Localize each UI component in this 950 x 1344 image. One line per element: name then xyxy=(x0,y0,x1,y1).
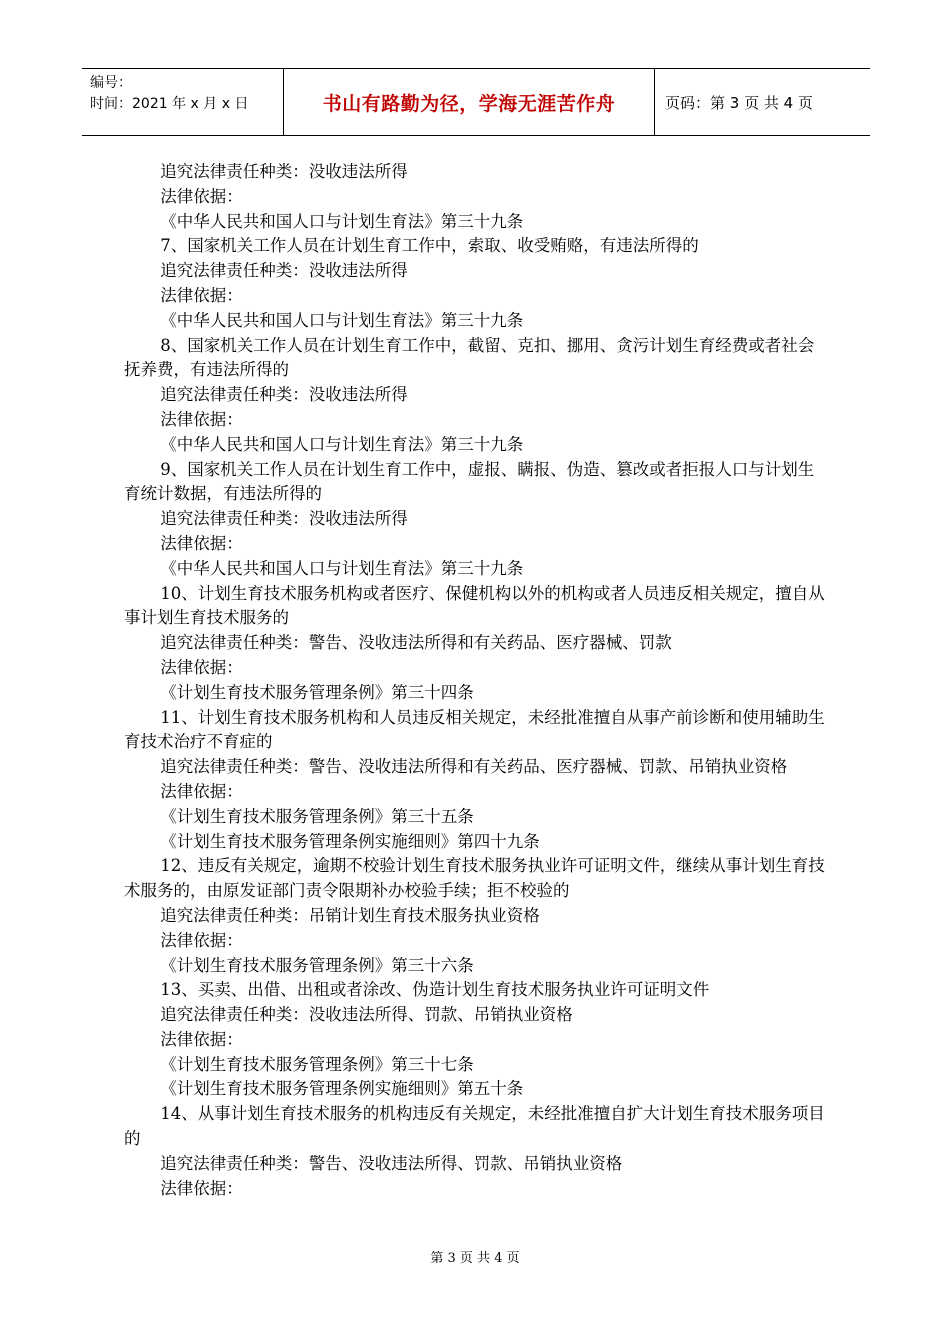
document-number-label: 编号： xyxy=(90,75,132,91)
page-footer: 第 3 页 共 4 页 xyxy=(430,1251,520,1266)
body-paragraph: 法律依据： xyxy=(160,1029,243,1049)
body-paragraph: 14、从事计划生育技术服务的机构违反有关规定，未经批准擅自扩大计划生育技术服务项目的 xyxy=(124,1104,825,1149)
page-header xyxy=(82,68,870,136)
body-paragraph: 《计划生育技术服务管理条例》第三十四条 xyxy=(160,682,474,702)
body-paragraph: 法律依据： xyxy=(160,186,243,206)
header-motto: 书山有路勤为径，学海无涯苦作舟 xyxy=(322,92,616,115)
body-paragraph: 《计划生育技术服务管理条例》第三十五条 xyxy=(160,806,474,826)
body-paragraph: 法律依据： xyxy=(160,285,243,305)
body-paragraph: 法律依据： xyxy=(160,930,243,950)
body-paragraph: 9、国家机关工作人员在计划生育工作中，虚报、瞒报、伪造、篡改或者拒报人口与计划生育统计数据，有违法所得的 xyxy=(124,459,815,504)
header-page-label: 页码：第 3 页 共 4 页 xyxy=(665,93,813,112)
body-paragraph: 《计划生育技术服务管理条例实施细则》第四十九条 xyxy=(160,831,540,851)
body-paragraph: 追究法律责任种类：没收违法所得 xyxy=(160,162,408,181)
body-paragraph: 11、计划生育技术服务机构和人员违反相关规定，未经批准擅自从事产前诊断和使用辅助生育技术治疗不育症的 xyxy=(124,707,825,752)
body-paragraph: 法律依据： xyxy=(160,409,243,429)
body-paragraph: 追究法律责任种类：警告、没收违法所得和有关药品、医疗器械、罚款、吊销执业资格 xyxy=(160,757,788,777)
body-paragraph: 《中华人民共和国人口与计划生育法》第三十九条 xyxy=(160,310,524,330)
body-paragraph: 追究法律责任种类：警告、没收违法所得和有关药品、医疗器械、罚款 xyxy=(160,633,672,653)
header-meta xyxy=(82,69,283,135)
body-paragraph: 《中华人民共和国人口与计划生育法》第三十九条 xyxy=(160,558,524,578)
document-date-label: 时间：2021 年 x 月 x 日 xyxy=(90,96,249,112)
header-motto-cell xyxy=(283,69,655,135)
body-paragraph: 《计划生育技术服务管理条例》第三十六条 xyxy=(160,955,474,975)
body-paragraph: 法律依据： xyxy=(160,533,243,553)
body-paragraph: 法律依据： xyxy=(160,657,243,677)
body-paragraph: 《中华人民共和国人口与计划生育法》第三十九条 xyxy=(160,211,524,231)
body-paragraph: 《计划生育技术服务管理条例实施细则》第五十条 xyxy=(160,1079,524,1099)
header-page-info xyxy=(655,69,870,135)
body-paragraph: 7、国家机关工作人员在计划生育工作中，索取、收受贿赂，有违法所得的 xyxy=(160,236,699,256)
body-paragraph: 法律依据： xyxy=(160,781,243,801)
body-paragraph: 追究法律责任种类：没收违法所得 xyxy=(160,509,408,529)
body-paragraph: 法律依据： xyxy=(160,1178,243,1198)
body-paragraph: 追究法律责任种类：警告、没收违法所得、罚款、吊销执业资格 xyxy=(160,1153,623,1173)
document-body xyxy=(124,160,830,1201)
body-paragraph: 追究法律责任种类：吊销计划生育技术服务执业资格 xyxy=(160,905,540,925)
body-paragraph: 13、买卖、出借、出租或者涂改、伪造计划生育技术服务执业许可证明文件 xyxy=(160,980,710,1000)
body-paragraph: 《中华人民共和国人口与计划生育法》第三十九条 xyxy=(160,434,524,454)
body-paragraph: 10、计划生育技术服务机构或者医疗、保健机构以外的机构或者人员违反相关规定，擅自从事计划生育技术服务的 xyxy=(124,583,825,628)
body-paragraph: 《计划生育技术服务管理条例》第三十七条 xyxy=(160,1054,474,1074)
body-paragraph: 追究法律责任种类：没收违法所得 xyxy=(160,385,408,405)
body-paragraph: 12、违反有关规定，逾期不校验计划生育技术服务执业许可证明文件，继续从事计划生育技术服务的，由原发证部门责令限期补办校验手续；拒不校验的 xyxy=(124,856,825,901)
body-paragraph: 追究法律责任种类：没收违法所得 xyxy=(160,261,408,281)
body-paragraph: 追究法律责任种类：没收违法所得、罚款、吊销执业资格 xyxy=(160,1005,573,1025)
body-paragraph: 8、国家机关工作人员在计划生育工作中，截留、克扣、挪用、贪污计划生育经费或者社会抚养费，有违法所得的 xyxy=(124,335,815,380)
